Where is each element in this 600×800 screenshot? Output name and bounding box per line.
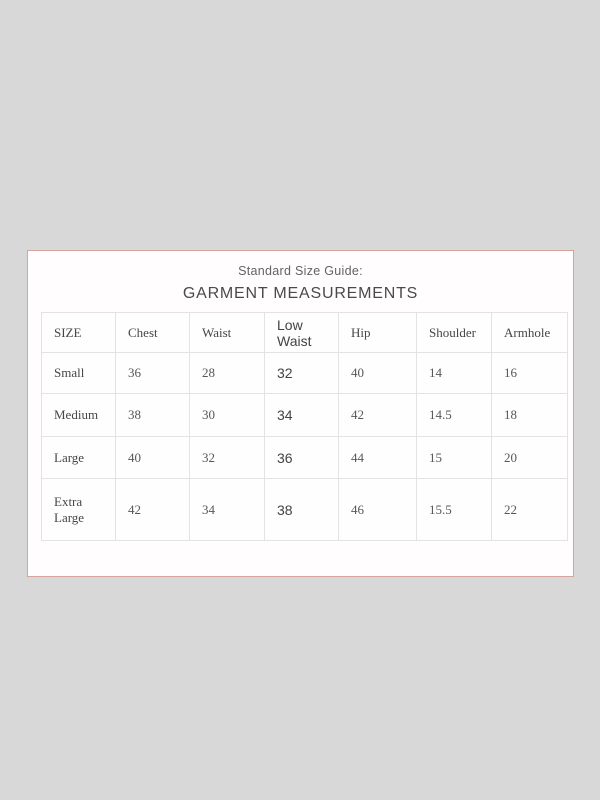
table-row-small (42, 353, 568, 394)
hip-cell: 44 (339, 437, 417, 479)
waist-cell: 28 (190, 353, 265, 394)
chest-cell: 42 (116, 479, 190, 541)
chest-cell: 40 (116, 437, 190, 479)
waist-cell: 30 (190, 394, 265, 437)
size-label-cell: Large (42, 437, 116, 479)
hip-cell: 40 (339, 353, 417, 394)
column-header-size: SIZE (42, 313, 116, 353)
column-header-chest: Chest (116, 313, 190, 353)
column-header-hip: Hip (339, 313, 417, 353)
column-header-armhole: Armhole (492, 313, 568, 353)
armhole-cell: 20 (492, 437, 568, 479)
size-label-cell: Extra Large (42, 479, 116, 541)
size-label-cell: Medium (42, 394, 116, 437)
armhole-cell: 22 (492, 479, 568, 541)
guide-subtitle: Standard Size Guide: (238, 264, 363, 278)
shoulder-cell: 15.5 (417, 479, 492, 541)
table-header-row (42, 313, 568, 353)
low-waist-cell: 36 (265, 437, 339, 479)
shoulder-cell: 14.5 (417, 394, 492, 437)
armhole-cell: 18 (492, 394, 568, 437)
size-guide-panel (27, 250, 574, 577)
low-waist-cell: 34 (265, 394, 339, 437)
armhole-cell: 16 (492, 353, 568, 394)
chest-cell: 36 (116, 353, 190, 394)
size-guide-table (41, 312, 568, 541)
table-row-medium (42, 394, 568, 437)
low-waist-cell: 38 (265, 479, 339, 541)
size-label-cell: Small (42, 353, 116, 394)
shoulder-cell: 15 (417, 437, 492, 479)
shoulder-cell: 14 (417, 353, 492, 394)
chest-cell: 38 (116, 394, 190, 437)
hip-cell: 46 (339, 479, 417, 541)
column-header-shoulder: Shoulder (417, 313, 492, 353)
column-header-waist: Waist (190, 313, 265, 353)
table-row-extra-large (42, 479, 568, 541)
waist-cell: 32 (190, 437, 265, 479)
column-header-low-waist: Low Waist (265, 313, 339, 353)
hip-cell: 42 (339, 394, 417, 437)
guide-title: GARMENT MEASUREMENTS (182, 285, 419, 302)
low-waist-cell: 32 (265, 353, 339, 394)
table-row-large (42, 437, 568, 479)
waist-cell: 34 (190, 479, 265, 541)
